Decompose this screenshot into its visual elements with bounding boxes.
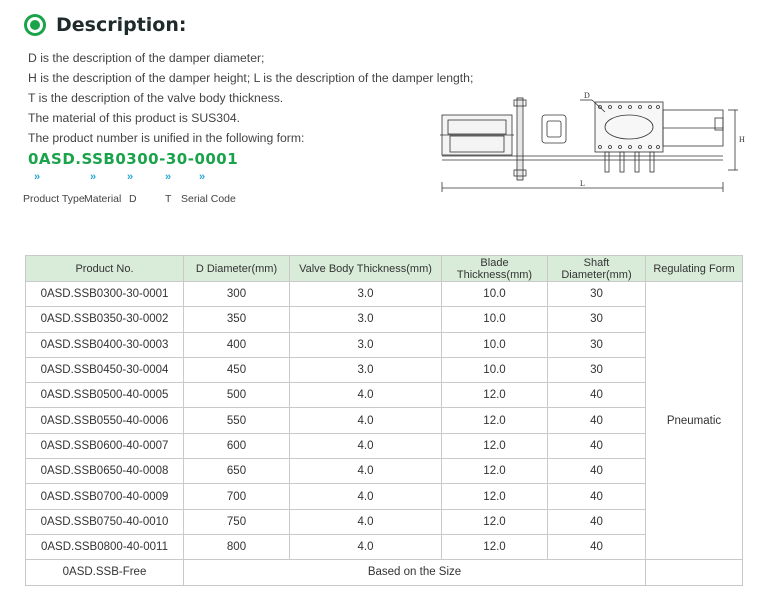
cell-product-no: 0ASD.SSB-Free — [26, 560, 184, 585]
cell-body-thickness: 3.0 — [290, 282, 442, 307]
spec-table — [25, 255, 743, 586]
cell-shaft-diameter: 40 — [548, 433, 646, 458]
table-row — [26, 408, 743, 433]
table-row — [26, 484, 743, 509]
table-row — [26, 357, 743, 382]
cell-body-thickness: 4.0 — [290, 433, 442, 458]
table-row — [26, 534, 743, 559]
column-header: Product No. — [26, 256, 184, 282]
cell-shaft-diameter: 40 — [548, 459, 646, 484]
cell-blade-thickness: 12.0 — [442, 484, 548, 509]
description-block — [28, 48, 473, 148]
segment-label-serial-code: Serial Code — [181, 193, 236, 205]
cell-blade-thickness: 10.0 — [442, 332, 548, 357]
segment-label-material: Material — [84, 193, 122, 205]
table-row — [26, 332, 743, 357]
column-header: D Diameter(mm) — [184, 256, 290, 282]
cell-body-thickness: 3.0 — [290, 357, 442, 382]
dimension-label-d: D — [584, 91, 590, 100]
cell-diameter: 700 — [184, 484, 290, 509]
chevron-down-icon: » — [165, 171, 172, 183]
section-heading — [24, 10, 187, 40]
cell-product-no: 0ASD.SSB0500-40-0005 — [26, 383, 184, 408]
cell-diameter: 450 — [184, 357, 290, 382]
description-line: H is the description of the damper height; L is the description of the damper length; — [28, 71, 474, 85]
cell-blade-thickness: 12.0 — [442, 534, 548, 559]
cell-body-thickness: 4.0 — [290, 509, 442, 534]
description-line: T is the description of the valve body thickness. — [28, 91, 284, 105]
cell-blade-thickness: 12.0 — [442, 509, 548, 534]
description-line: The product number is unified in the following form: — [28, 131, 305, 145]
cell-blade-thickness: 12.0 — [442, 433, 548, 458]
dimension-label-l: L — [580, 179, 585, 188]
cell-shaft-diameter: 30 — [548, 357, 646, 382]
column-header: Blade Thickness(mm) — [442, 256, 548, 282]
table-row — [26, 307, 743, 332]
cell-empty — [646, 560, 743, 585]
cell-product-no: 0ASD.SSB0800-40-0011 — [26, 534, 184, 559]
column-header: Shaft Diameter(mm) — [548, 256, 646, 282]
cell-body-thickness: 3.0 — [290, 332, 442, 357]
chevron-down-icon: » — [127, 171, 134, 183]
chevron-down-icon: » — [34, 171, 41, 183]
chevron-down-icon: » — [90, 171, 97, 183]
cell-diameter: 800 — [184, 534, 290, 559]
cell-blade-thickness: 12.0 — [442, 408, 548, 433]
cell-diameter: 500 — [184, 383, 290, 408]
cell-blade-thickness: 12.0 — [442, 459, 548, 484]
cell-shaft-diameter: 30 — [548, 307, 646, 332]
table-row — [26, 383, 743, 408]
cell-product-no: 0ASD.SSB0700-40-0009 — [26, 484, 184, 509]
cell-diameter: 550 — [184, 408, 290, 433]
cell-blade-thickness: 10.0 — [442, 357, 548, 382]
table-row — [26, 282, 743, 307]
cell-product-no: 0ASD.SSB0650-40-0008 — [26, 459, 184, 484]
cell-body-thickness: 4.0 — [290, 408, 442, 433]
cell-shaft-diameter: 30 — [548, 282, 646, 307]
cell-body-thickness: 4.0 — [290, 459, 442, 484]
dimension-label-h: H — [739, 135, 745, 144]
cell-shaft-diameter: 40 — [548, 509, 646, 534]
product-code-format: 0ASD.SSB0300-30-0001 — [28, 150, 239, 168]
cell-diameter: 750 — [184, 509, 290, 534]
cell-diameter: 350 — [184, 307, 290, 332]
cell-body-thickness: 4.0 — [290, 383, 442, 408]
cell-product-no: 0ASD.SSB0750-40-0010 — [26, 509, 184, 534]
cell-product-no: 0ASD.SSB0600-40-0007 — [26, 433, 184, 458]
radio-bullet-icon — [24, 14, 46, 36]
description-line: D is the description of the damper diameter; — [28, 51, 265, 65]
segment-label-t: T — [165, 193, 172, 205]
segment-label-d: D — [129, 193, 137, 205]
cell-diameter: 400 — [184, 332, 290, 357]
cell-blade-thickness: 12.0 — [442, 383, 548, 408]
cell-shaft-diameter: 40 — [548, 484, 646, 509]
table-row — [26, 433, 743, 458]
cell-product-no: 0ASD.SSB0350-30-0002 — [26, 307, 184, 332]
cell-diameter: 300 — [184, 282, 290, 307]
cell-shaft-diameter: 40 — [548, 408, 646, 433]
table-row — [26, 459, 743, 484]
section-title: Description: — [56, 14, 187, 36]
chevron-down-icon: » — [199, 171, 206, 183]
cell-body-thickness: 4.0 — [290, 484, 442, 509]
cell-regulating-form: Pneumatic — [646, 282, 743, 560]
cell-diameter: 600 — [184, 433, 290, 458]
cell-product-no: 0ASD.SSB0400-30-0003 — [26, 332, 184, 357]
cell-blade-thickness: 10.0 — [442, 282, 548, 307]
cell-body-thickness: 4.0 — [290, 534, 442, 559]
cell-shaft-diameter: 40 — [548, 383, 646, 408]
table-row-free — [26, 560, 743, 585]
cell-product-no: 0ASD.SSB0550-40-0006 — [26, 408, 184, 433]
cell-body-thickness: 3.0 — [290, 307, 442, 332]
cell-product-no: 0ASD.SSB0450-30-0004 — [26, 357, 184, 382]
cell-product-no: 0ASD.SSB0300-30-0001 — [26, 282, 184, 307]
table-row — [26, 509, 743, 534]
damper-technical-drawing — [430, 90, 750, 195]
table-header-row — [26, 256, 743, 282]
cell-shaft-diameter: 30 — [548, 332, 646, 357]
description-line: The material of this product is SUS304. — [28, 111, 241, 125]
column-header: Regulating Form — [646, 256, 743, 282]
cell-shaft-diameter: 40 — [548, 534, 646, 559]
cell-blade-thickness: 10.0 — [442, 307, 548, 332]
cell-free-note: Based on the Size — [184, 560, 646, 585]
cell-diameter: 650 — [184, 459, 290, 484]
segment-label-product-type: Product Type — [23, 193, 85, 205]
column-header: Valve Body Thickness(mm) — [290, 256, 442, 282]
